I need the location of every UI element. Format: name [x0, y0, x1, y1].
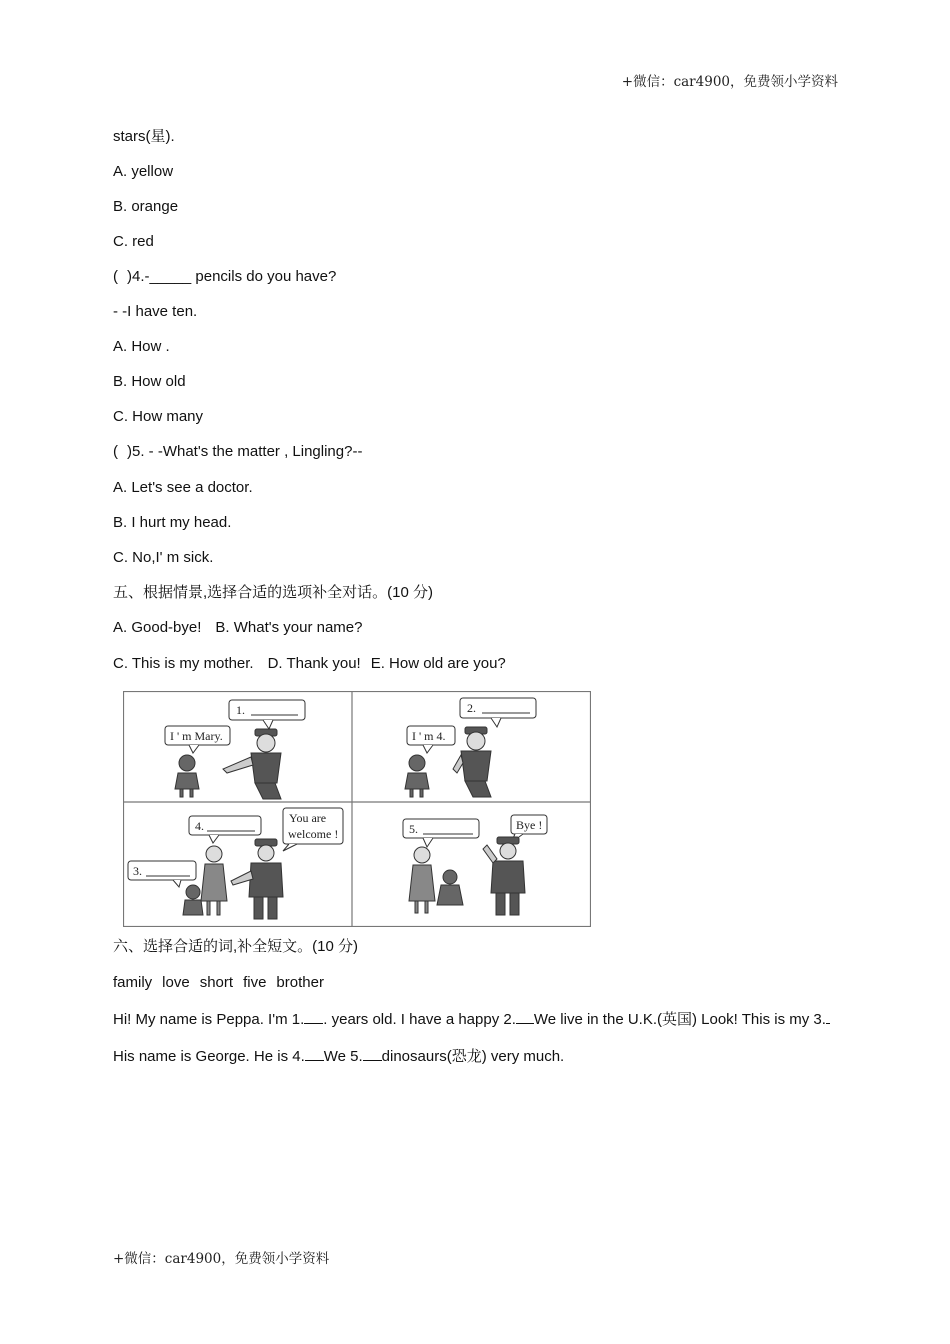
q3-option-c: C. red: [113, 233, 154, 250]
q4-option-b: B. How old: [113, 373, 186, 390]
q4-paren-open: (: [113, 268, 118, 285]
word-love: love: [162, 974, 190, 991]
header-note: +微信：car4900，免费领小学资料: [621, 74, 838, 90]
q4-option-c: C. How many: [113, 408, 204, 425]
passage-line1: [113, 1009, 830, 1030]
q5-paren-open: (: [113, 443, 118, 460]
q3-option-b: B. orange: [113, 198, 179, 215]
choice-d: D. Thank you!: [267, 655, 361, 672]
panel3-man-line1: You are: [289, 811, 327, 825]
blank-3[interactable]: [826, 1009, 830, 1024]
passage-part5: We 5.: [323, 1048, 363, 1065]
choice-b: B. What's your name?: [215, 619, 363, 636]
q4-stem: 4.-_____ pencils do you have?: [132, 268, 337, 285]
passage-line2: [113, 1046, 564, 1067]
q5-stem-line: [113, 442, 362, 462]
blank-5[interactable]: [363, 1046, 382, 1061]
panel2-girl-text: I ' m 4.: [412, 729, 446, 743]
panel1-label: 1.: [236, 703, 245, 717]
word-bank: [113, 973, 324, 993]
choice-c: C. This is my mother.: [113, 655, 254, 672]
blank-2[interactable]: [516, 1009, 534, 1024]
section6-title: 六、选择合适的词,补全短文。(10 分): [113, 938, 359, 955]
q4-answer-line: - -I have ten.: [113, 303, 198, 320]
passage-part4: His name is George. He is 4.: [113, 1048, 305, 1065]
panel3-girl-figure: [183, 885, 203, 915]
panel3-label-bottom: 3.: [133, 864, 142, 878]
section5-title: 五、根据情景,选择合适的选项补全对话。(10 分): [113, 584, 434, 601]
q5-option-b: B. I hurt my head.: [113, 514, 232, 531]
q3-tail: stars(星).: [113, 128, 175, 145]
q4-stem-line: [113, 267, 336, 287]
q4-paren-close: ): [127, 268, 132, 285]
panel3-man-line2: welcome !: [288, 827, 339, 841]
word-brother: brother: [276, 974, 324, 991]
q5-option-a: A. Let's see a doctor.: [113, 479, 253, 496]
word-family: family: [113, 974, 153, 991]
section5-choices-row1: [113, 618, 362, 638]
q5-stem: 5. - -What's the matter , Lingling?--: [132, 443, 363, 460]
dialogue-illustration: [123, 691, 591, 927]
passage-part3: We live in the U.K.(英国) Look! This is my 3.: [533, 1011, 826, 1028]
q3-option-a: A. yellow: [113, 163, 174, 180]
footer-note: +微信：car4900，免费领小学资料: [113, 1251, 330, 1267]
choice-e: E. How old are you?: [370, 655, 506, 672]
word-five: five: [243, 974, 267, 991]
choice-a: A. Good-bye!: [113, 619, 202, 636]
passage-part6: dinosaurs(恐龙) very much.: [381, 1048, 565, 1065]
panel2-label: 2.: [467, 701, 476, 715]
q5-option-c: C. No,I' m sick.: [113, 549, 214, 566]
q4-option-a: A. How .: [113, 338, 170, 355]
panel1-girl-text: I ' m Mary.: [170, 729, 223, 743]
q5-paren-close: ): [127, 443, 132, 460]
word-short: short: [199, 974, 234, 991]
blank-1[interactable]: [304, 1009, 323, 1024]
panel4-label: 5.: [409, 822, 418, 836]
passage-part1: Hi! My name is Peppa. I'm 1.: [113, 1011, 305, 1028]
blank-4[interactable]: [305, 1046, 324, 1061]
section5-choices-row2: [113, 654, 506, 674]
panel3-label-top: 4.: [195, 819, 204, 833]
passage-part2: . years old. I have a happy 2.: [323, 1011, 516, 1028]
panel4-man-text: Bye !: [516, 818, 543, 832]
